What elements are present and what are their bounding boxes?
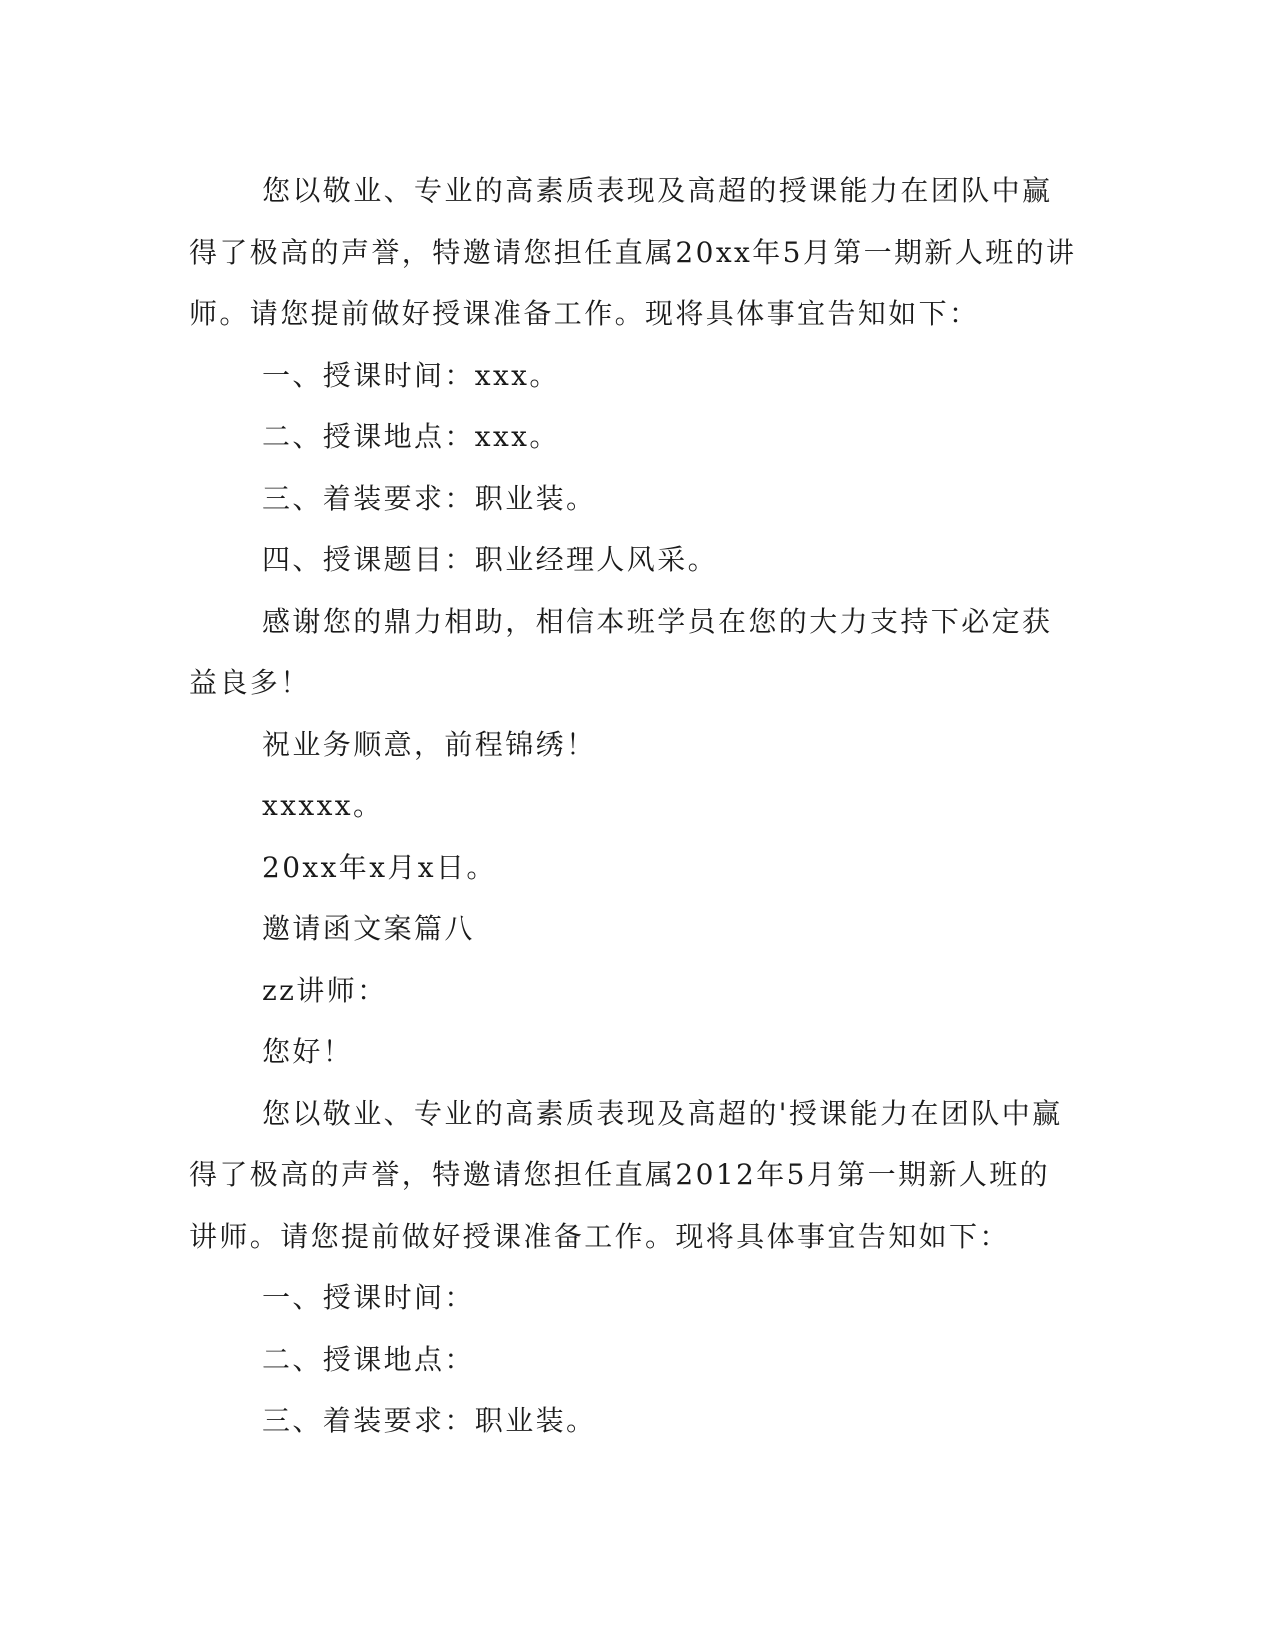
signature: xxxxx。 (262, 789, 384, 822)
greeting: 您好！ (262, 1035, 354, 1068)
salutation: zz讲师： (262, 973, 388, 1007)
list-item-time: 一、授课时间：xxx。 (262, 358, 560, 392)
invitation-paragraph-2: 您以敬业、专业的高素质表现及高超的'授课能力在团队中赢得了极高的声誉，特邀请您担任直属2012年5月第一期新人班的讲师。请您提前做好授课准备工作。现将具体事宜告知如下： (189, 1096, 1063, 1253)
list-item-dress-code: 三、着装要求：职业装。 (262, 481, 597, 515)
list-item-time-2: 一、授课时间： (262, 1281, 475, 1314)
document-body (189, 160, 1077, 1452)
list-item-dress-code-2: 三、着装要求：职业装。 (262, 1404, 597, 1437)
list-item-location-2: 二、授课地点： (262, 1342, 475, 1376)
list-item-topic: 四、授课题目：职业经理人风采。 (262, 543, 719, 576)
section-heading: 邀请函文案篇八 (262, 912, 475, 945)
thanks-paragraph: 感谢您的鼎力相助，相信本班学员在您的大力支持下必定获益良多！ (189, 604, 1053, 699)
closing-wish: 祝业务顺意，前程锦绣！ (262, 727, 597, 761)
list-item-location: 二、授课地点：xxx。 (262, 420, 560, 453)
date-line: 20xx年x月x日。 (262, 850, 497, 884)
invitation-paragraph-1: 您以敬业、专业的高素质表现及高超的授课能力在团队中赢得了极高的声誉，特邀请您担任直属20xx年5月第一期新人班的讲师。请您提前做好授课准备工作。现将具体事宜告知如下： (189, 174, 1077, 330)
